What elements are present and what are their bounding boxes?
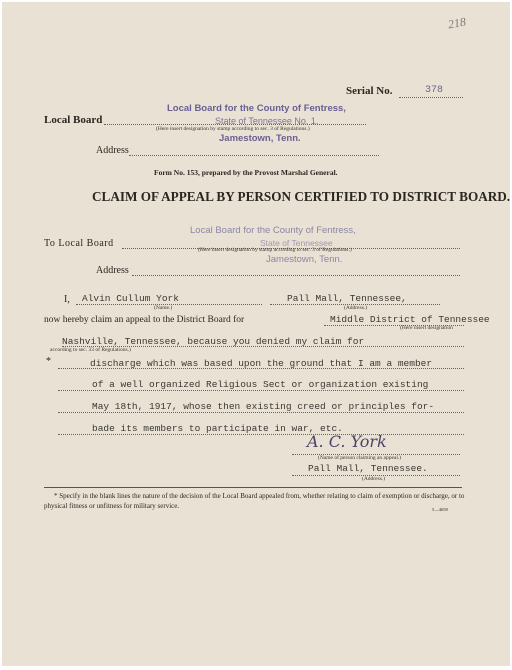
signature-caption: (Name of person claiming an appeal.) xyxy=(318,455,402,461)
local-board-stamp-line2: State of Tennessee No. 1, xyxy=(215,116,319,126)
reason-line-4 xyxy=(58,434,464,435)
to-board-stamp-line2: State of Tennessee xyxy=(260,238,333,248)
document-page xyxy=(2,2,510,666)
signer-address: Pall Mall, Tennessee. xyxy=(308,463,428,474)
footnote: * Specify in the blank lines the nature of the decision of the Local Board appealed from, whether relating to claim of exemption or discharge, or to physical fitness or unfitness for military service. xyxy=(44,492,465,510)
to-board-address-line xyxy=(132,275,460,276)
district-caption: (Here insert designation xyxy=(400,325,453,331)
address-caption: (Address.) xyxy=(344,305,368,311)
to-board-instruction: (Here insert designation by stamp according to sec. 3 of Regulations.) xyxy=(198,247,352,253)
claimant-name: Alvin Cullum York xyxy=(82,293,179,304)
serial-label: Serial No. xyxy=(346,85,393,97)
asterisk-marker: * xyxy=(46,356,51,367)
serial-dotted-line xyxy=(399,97,463,98)
reason-line-1-text: discharge which was based upon the ground that I am a member xyxy=(90,358,433,369)
to-local-board-label: To Local Board xyxy=(44,238,114,249)
reason-line-2 xyxy=(58,390,464,391)
to-board-stamp-line1: Local Board for the County of Fentress, xyxy=(190,225,356,236)
serial-value: 378 xyxy=(425,85,444,96)
local-board-stamp-line1: Local Board for the County of Fentress, xyxy=(167,103,346,114)
reason-line-4-text: bade its members to participate in war, etc. xyxy=(92,423,343,434)
claim-prefix: I, xyxy=(64,294,70,305)
local-board-instruction: (Here insert designation by stamp according to sec. 3 of Regulations.) xyxy=(156,126,310,132)
footnote-divider xyxy=(44,487,462,488)
form-identifier: Form No. 153, prepared by the Provost Marshal General. xyxy=(154,168,338,177)
claimant-address: Pall Mall, Tennessee, xyxy=(287,293,407,304)
district-line2-text: Nashville, Tennessee, because you denied my claim for xyxy=(62,336,365,347)
reason-line-2-text: of a well organized Religious Sect or organization existing xyxy=(92,379,429,390)
page-title: CLAIM OF APPEAL BY PERSON CERTIFIED TO DISTRICT BOARD. xyxy=(92,189,511,204)
name-caption: (Name.) xyxy=(154,305,173,311)
to-board-stamp-line3: Jamestown, Tenn. xyxy=(266,254,343,265)
regulations-caption: according to sec. 33 of Regulations.) xyxy=(50,347,131,353)
local-board-address-label: Address xyxy=(96,145,129,156)
pencil-number: 218 xyxy=(446,14,467,32)
reason-line-3 xyxy=(58,412,464,413)
to-board-address-label: Address xyxy=(96,265,129,276)
local-board-label: Local Board xyxy=(44,114,103,126)
district-board: Middle District of Tennessee xyxy=(330,314,490,325)
local-board-stamp-line3: Jamestown, Tenn. xyxy=(219,133,301,144)
appeal-statement: now hereby claim an appeal to the District Board for xyxy=(44,315,245,325)
signer-address-caption: (Address.) xyxy=(362,476,386,482)
handwritten-signature: A. C. York xyxy=(307,432,387,451)
reason-line-3-text: May 18th, 1917, whose then existing creed or principles for- xyxy=(92,401,435,412)
local-board-address-line xyxy=(129,155,379,156)
print-code: 5—4658 xyxy=(432,507,448,512)
